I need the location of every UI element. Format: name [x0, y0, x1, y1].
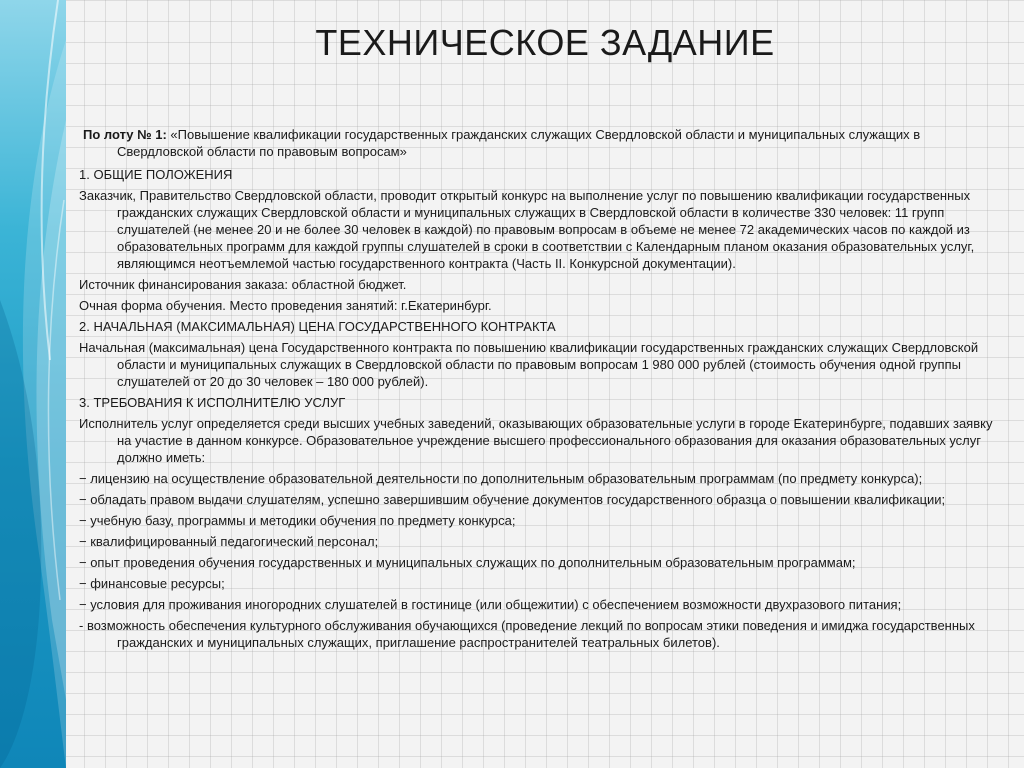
paragraph-price: Начальная (максимальная) цена Государственного контракта по повышению квалификации государственных гражданских служащих Свердловской области и муниципальных служащих в Свердловской области по правовым вопросам 1 980 000 рублей (стоимость обучения одной группы слушателей от 20 до 30 человек – 180 000 рублей). [79, 340, 979, 389]
requirement-item: − условия для проживания иногородних слушателей в гостинице (или общежитии) с обеспечением возможности двухразового питания; [79, 597, 902, 612]
requirement-item: − финансовые ресурсы; [79, 576, 225, 591]
paragraph-contractor: Исполнитель услуг определяется среди высших учебных заведений, оказывающих образовательные услуги в городе Екатеринбурге, подавших заявку на участие в данном конкурсе. Образовательное учреждение высшего профессионального образования для оказания образовательных услуг должно иметь: [79, 416, 993, 465]
decorative-side-band [0, 0, 66, 768]
requirement-item: − лицензию на осуществление образовательной деятельности по дополнительным образовательным программам (по предмету конкурса); [79, 471, 923, 486]
requirement-item: − обладать правом выдачи слушателям, успешно завершившим обучение документов государственного образца о повышении квалификации; [79, 492, 946, 507]
document-body [79, 126, 999, 655]
paragraph-funding: Источник финансирования заказа: областной бюджет. [79, 277, 407, 292]
lot-paragraph [79, 126, 999, 160]
section-heading-price: 2. НАЧАЛЬНАЯ (МАКСИМАЛЬНАЯ) ЦЕНА ГОСУДАРСТВЕННОГО КОНТРАКТА [79, 319, 556, 334]
lot-text: «Повышение квалификации государственных гражданских служащих Свердловской области и муниципальных служащих в Свердловской области по правовым вопросам» [117, 127, 921, 159]
section-heading-general: 1. ОБЩИЕ ПОЛОЖЕНИЯ [79, 167, 233, 182]
paragraph-customer: Заказчик, Правительство Свердловской области, проводит открытый конкурс на выполнение услуг по повышению квалификации государственных гражданских служащих Свердловской области и муниципальных служащих в Свердловской области в количестве 330 человек: 11 групп слушателей (не менее 20 и не более 30 человек в каждой) по правовым вопросам в объеме не менее 72 академических часов по каждой из образовательных программ для каждой группы слушателей в сроки в соответствии с Календарным планом оказания образовательных услуг, являющимся неотъемлемой частью государственного контракта (Часть II. Конкурсной документации). [79, 188, 975, 271]
requirement-item: - возможность обеспечения культурного обслуживания обучающихся (проведение лекций по вопросам этики поведения и имиджа государственных гражданских и муниципальных служащих, приглашение распространителей театральных билетов). [79, 618, 975, 650]
section-heading-requirements: 3. ТРЕБОВАНИЯ К ИСПОЛНИТЕЛЮ УСЛУГ [79, 395, 346, 410]
page-title: ТЕХНИЧЕСКОЕ ЗАДАНИЕ [315, 22, 775, 63]
swoosh-decoration [0, 0, 66, 768]
requirement-item: − опыт проведения обучения государственных и муниципальных служащих по дополнительным образовательным программам; [79, 555, 856, 570]
paragraph-study-form: Очная форма обучения. Место проведения занятий: г.Екатеринбург. [79, 298, 492, 313]
requirement-item: − учебную базу, программы и методики обучения по предмету конкурса; [79, 513, 516, 528]
lot-label: По лоту № 1: [83, 127, 167, 142]
requirement-item: − квалифицированный педагогический персонал; [79, 534, 379, 549]
